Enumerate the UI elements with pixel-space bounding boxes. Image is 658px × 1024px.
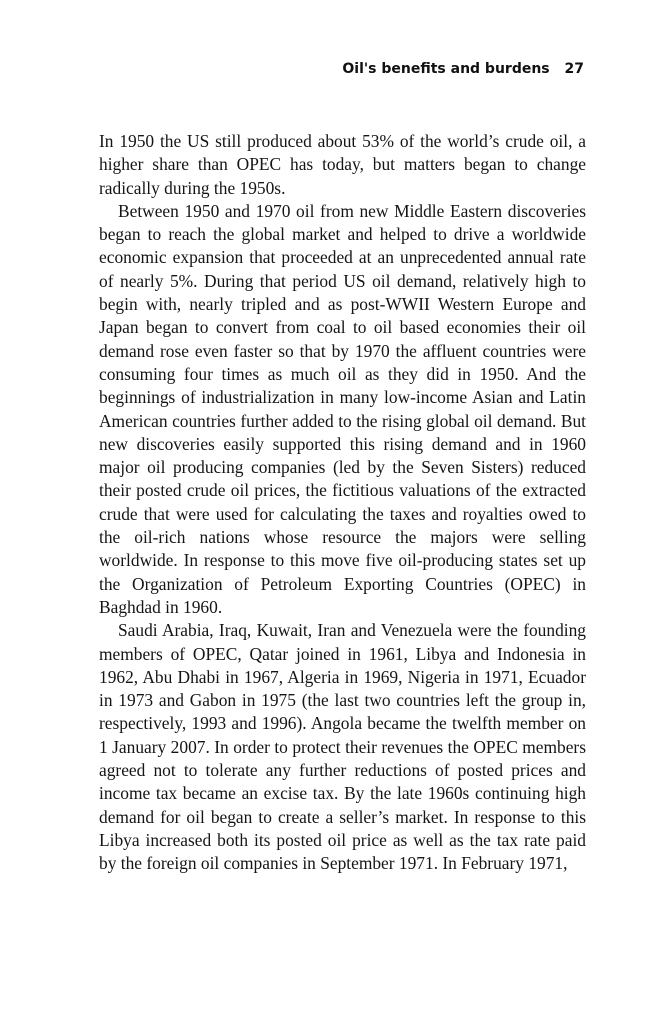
paragraph-1: In 1950 the US still produced about 53% of the world’s crude oil, a higher share than OPEC has today, but matters began to change radically during the 1950s.: [99, 131, 586, 198]
paragraph-2: Between 1950 and 1970 oil from new Middle Eastern discoveries began to reach the global market and helped to drive a worldwide economic expansion that proceeded at an unprecedented annual rate of nearly 5%. During that period US oil demand, relatively high to begin with, nearly tripled and as post-WWII Western Europe and Japan began to convert from coal to oil based economies their oil demand rose even faster so that by 1970 the affluent countries were consuming four times as much oil as they did in 1950. And the beginnings of industrialization in many low-income Asian and Latin American countries further added to the rising global oil demand. But new discoveries easily supported this rising demand and in 1960 major oil producing companies (led by the Seven Sisters) reduced their posted crude oil prices, the fictitious valuations of the extracted crude that were used for calculating the taxes and royalties owed to the oil-rich nations whose resource the majors were selling worldwide. In response to this move five oil-producing states set up the Organization of Petroleum Exporting Countries (OPEC) in Baghdad in 1960.: [99, 200, 586, 617]
running-head: [342, 60, 584, 78]
running-title: Oil's benefits and burdens: [342, 61, 550, 77]
body-text: [99, 130, 586, 876]
page-number: 27: [564, 61, 584, 77]
paragraph-3: Saudi Arabia, Iraq, Kuwait, Iran and Venezuela were the founding members of OPEC, Qatar joined in 1961, Libya and Indonesia in 1962, Abu Dhabi in 1967, Algeria in 1969, Nigeria in 1971, Ecuador in 1973 and Gabon in 1975 (the last two countries left the group in, respectively, 1993 and 1996). Angola became the twelfth member on 1 January 2007. In order to protect their revenues the OPEC members agreed not to tolerate any further reductions of posted prices and income tax became an excise tax. By the late 1960s continuing high demand for oil began to create a seller’s market. In response to this Libya increased both its posted oil price as well as the tax rate paid by the foreign oil companies in September 1971. In February 1971,: [99, 620, 586, 874]
